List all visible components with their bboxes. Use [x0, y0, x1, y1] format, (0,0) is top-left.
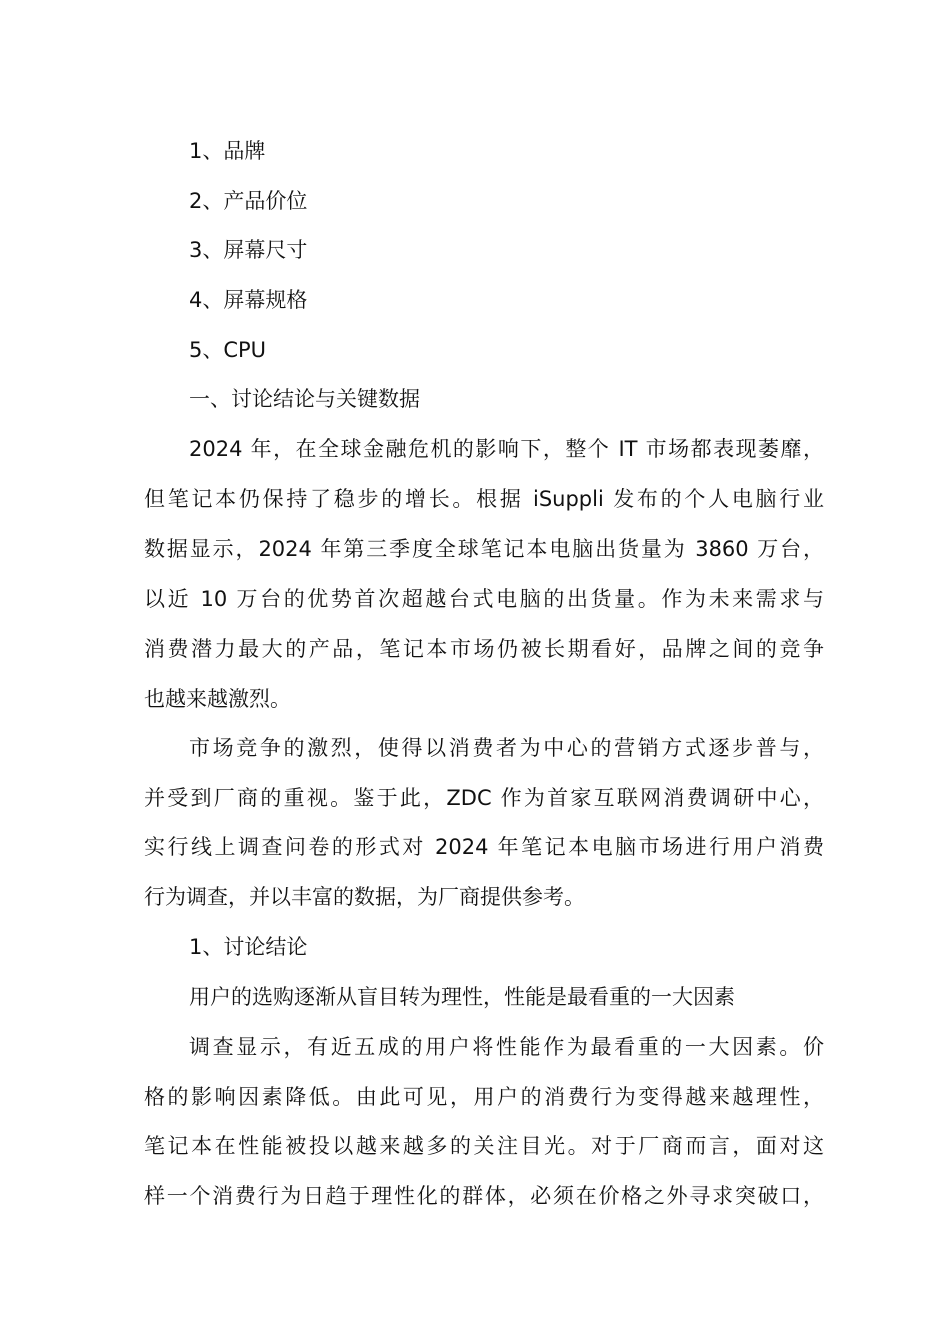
paragraph-line: 2024 年，在全球金融危机的影响下，整个 IT 市场都表现萎靡，: [189, 437, 824, 461]
paragraph-line: 也越来越激烈。: [144, 687, 291, 711]
paragraph-line: 行为调查，并以丰富的数据，为厂商提供参考。: [144, 885, 585, 909]
paragraph-line: 实行线上调查问卷的形式对 2024 年笔记本电脑市场进行用户消费: [144, 835, 824, 859]
list-item-price: 2、产品价位: [189, 189, 308, 213]
conclusion-subtitle: 用户的选购逐渐从盲目转为理性，性能是最看重的一大因素: [189, 985, 735, 1009]
paragraph-line: 以近 10 万台的优势首次超越台式电脑的出货量。作为未来需求与: [144, 587, 824, 611]
list-item-cpu: 5、CPU: [189, 338, 267, 362]
paragraph-line: 格的影响因素降低。由此可见，用户的消费行为变得越来越理性，: [144, 1085, 824, 1109]
paragraph-line: 数据显示，2024 年第三季度全球笔记本电脑出货量为 3860 万台，: [144, 537, 824, 561]
paragraph-line: 并受到厂商的重视。鉴于此，ZDC 作为首家互联网消费调研中心，: [144, 786, 824, 810]
paragraph-line: 但笔记本仍保持了稳步的增长。根据 iSuppli 发布的个人电脑行业: [144, 487, 824, 511]
list-item-brand: 1、品牌: [189, 139, 266, 163]
paragraph-line: 样一个消费行为日趋于理性化的群体，必须在价格之外寻求突破口，: [144, 1184, 824, 1208]
subheading-conclusion: 1、讨论结论: [189, 935, 308, 959]
paragraph-line: 市场竞争的激烈，使得以消费者为中心的营销方式逐步普与，: [189, 736, 824, 760]
paragraph-line: 消费潜力最大的产品，笔记本市场仍被长期看好，品牌之间的竞争: [144, 637, 824, 661]
list-item-screen-size: 3、屏幕尺寸: [189, 238, 308, 262]
paragraph-line: 调查显示，有近五成的用户将性能作为最看重的一大因素。价: [189, 1035, 824, 1059]
paragraph-line: 笔记本在性能被投以越来越多的关注目光。对于厂商而言，面对这: [144, 1134, 824, 1158]
section-heading: 一、讨论结论与关键数据: [189, 387, 420, 411]
list-item-screen-spec: 4、屏幕规格: [189, 288, 308, 312]
